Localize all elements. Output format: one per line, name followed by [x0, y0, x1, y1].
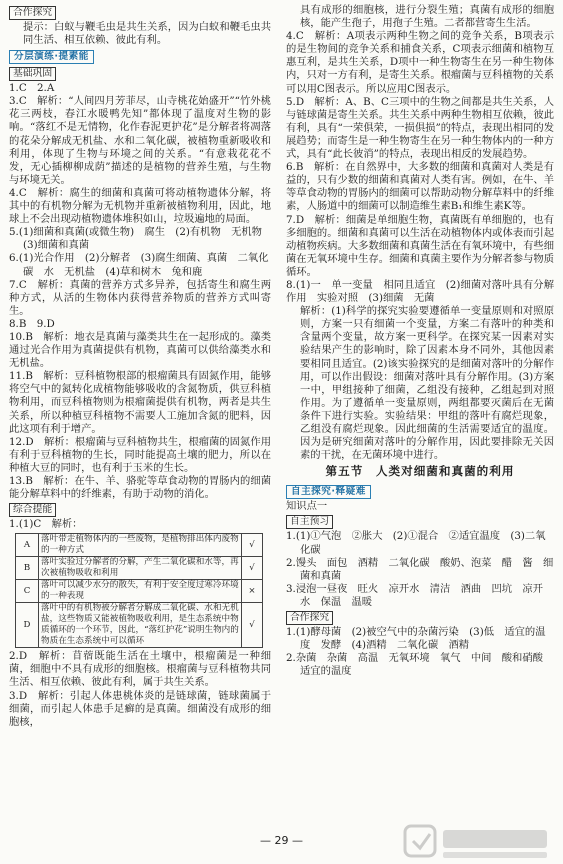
answer-item: 5.D 解析：A、B、C三项中的生物之间都是共生关系，人与链球菌是寄生关系。共生关系中两种生物相互依赖，彼此有利，具有“一荣俱荣，一损俱损”的特点，表现出相同的发展趋势；而寄生是一种生物寄生在另一种生物体内的一种方式，具有“此长彼消”的特点，表现出相反的发展趋势。 — [286, 95, 554, 161]
answer-item: 5.(1)细菌和真菌(或微生物) 腐生 (2)有机物 无机物 — [9, 226, 262, 239]
answer-item: 8.B 9.D — [9, 317, 55, 330]
answer-item: 3.C 解析：“人间四月芳菲尽，山寺桃花始盛开”“竹外桃花三两枝，春江水暖鸭先知”都体现了温度对生物的影响。“落红不是无情物，化作春泥更护花”是分解者将凋落的花朵分解成无机盐、水和二氧化碳，被植物重新吸收和利用，体现了生物与环境之间的关系。“有意栽花花不发，无心插柳柳成荫”描述的是植物的营养生殖，与生物与环境无关。 — [9, 95, 271, 186]
answer-item: 4.C 解析：腐生的细菌和真菌可将动植物遗体分解，将其中的有机物分解为无机物并重新被植物利用，因此，地球上不会出现动植物遗体堆积如山，垃圾遍地的局面。 — [9, 186, 271, 226]
answer-item: 7.C 解析：真菌的营养方式多异养，包括寄生和腐生两种方式，从活的生物体内获得营养物质的营养方式叫寄生。 — [9, 278, 271, 317]
section-heading: 合作探究 — [286, 611, 333, 625]
answer-item: 1.(1)①气泡 ②胀大 (2)①混合 ②适宜温度 (3)二氧 — [286, 530, 546, 543]
answer-item: 2.杂菌 杂菌 高温 无氧环境 氧气 中间 酸和硝酸 — [286, 652, 543, 665]
answer-item: 解析：(1)科学的探究实验要遵循单一变量原则和对照原则，方案一只有细菌一个变量，方案二有落叶的种类和含量两个变量，故方案一更科学。在探究某一因素对实验结果产生的影响时，除了因素本身不同外，其他因素要相同且适宜。(2)该实验探究的是细菌对落叶的分解作用，可以作出假设：细菌对落叶具有分解作用。(3)方案一中，甲组接种了细菌，乙组没有接种，乙组起到对照作用。为了遵循单一变量原则，两组都要灭菌后在无菌条件下进行实验。实验结果：甲组的落叶有腐烂现象，乙组没有腐烂现象。因此细菌的生活需要适宜的温度。因为是研究细菌对落叶的分解作用，因此要排除无关因素的干扰，在无菌环境中进行。 — [300, 305, 554, 462]
answer-item: 3.浸泡一昼夜 旺火 凉开水 清洁 酒曲 凹坑 凉开 — [286, 582, 543, 595]
table-row — [16, 557, 263, 580]
table-row — [16, 534, 263, 557]
answer-item: 2.D 解析：苜蓿既能生活在土壤中，根瘤菌是一种细菌，细胞中不具有成形的细胞核。根瘤菌与豆科植物共同生活、相互依赖、彼此有利，属于共生关系。 — [9, 650, 271, 689]
answer-item: 8.(1)一 单一变量 相同且适宜 (2)细菌对落叶具有分解作用 实验对照 (3)细菌 无菌 — [286, 278, 554, 305]
answer-item: 3.D 解析：引起人体患桃体炎的是链球菌，链球菌属于细菌，而引起人体患手足癣的是真菌。细菌没有成形的细胞核， — [9, 689, 271, 728]
table-cell-mark: √ — [242, 603, 263, 648]
watermark-logo — [403, 824, 553, 862]
answer-item: 2.馒头 面包 酒精 二氧化碳 酸奶、泡菜 醋 酱 细 — [286, 556, 554, 569]
answer-item: 具有成形的细胞核，进行分裂生殖；真菌有成形的细胞核，能产生孢子，用孢子生殖。二者都营寄生生活。 — [300, 4, 554, 30]
knowledge-point: 知识点一 — [286, 500, 328, 513]
table-cell-text: 落叶带走植物体内的一些废物，是植物排出体内废物的一种方式 — [39, 534, 242, 557]
answer-item: 水 保温 温暖 — [300, 595, 373, 608]
answer-item: 12.D 解析：根瘤菌与豆科植物共生，根瘤菌的固氮作用有利于豆科植物的生长，同时能提高土壤的肥力，所以在种植大豆的同时，也有利于玉米的生长。 — [9, 435, 271, 474]
answer-item: 菌和真菌 — [300, 569, 342, 582]
answer-item: 10.B 解析：地衣是真菌与藻类共生在一起形成的。藻类通过光合作用为真菌提供有机物，真菌可以供给藻类水和无机盐。 — [9, 330, 271, 370]
table-row — [16, 603, 263, 648]
section-heading: 基础巩固 — [9, 67, 56, 81]
answer-item: 6.B 解析：在自然界中，大多数的细菌和真菌对人类是有益的，只有少数的细菌和真菌对人类有害。例如，在牛、羊等草食动物的胃肠内的细菌可以帮助动物分解草料中的纤维素，人肠道中的细菌可以制造维生素B₁和维生素K等。 — [286, 161, 554, 213]
answer-item: 1.(1)C 解析： — [9, 518, 83, 531]
answer-item: (3)细菌和真菌 — [23, 239, 90, 252]
answer-item: 11.B 解析：豆科植物根部的根瘤菌具有固氮作用，能够将空气中的氮转化成植物能够吸收的含氮物质，供豆科植物利用，而豆科植物则为根瘤菌提供有机物，两者是共生关系，所以种植豆科植物不需要人工施加含氮的肥料，因此这项有利于增产。 — [9, 370, 271, 435]
answer-item: 碳 水 无机盐 (4)草和树木 兔和鹿 — [23, 265, 203, 278]
answer-item: 化碳 — [300, 543, 321, 556]
right-column — [286, 4, 554, 678]
answer-item: 7.D 解析：细菌是单细胞生物，真菌既有单细胞的，也有多细胞的。细菌和真菌可以生活在动植物体内或体表而引起动植物疾病。大多数细菌和真菌生活在有氧环境中，有些细菌在无氧环境中生存。细菌和真菌主要作为分解者参与物质循环。 — [286, 213, 554, 278]
section-heading: 自主预习 — [286, 515, 333, 529]
answer-item: 适宜的温度 — [300, 665, 352, 678]
section-heading: 综合提能 — [9, 503, 56, 517]
hint-text: 提示：白蚁与鞭毛虫是共生关系，因为白蚁和鞭毛虫共同生活、相互依赖、彼此有利。 — [23, 21, 271, 47]
answer-item: 1.(1)酵母菌 (2)被空气中的杂菌污染 (3)低 适宜的温 — [286, 626, 546, 639]
table-cell-option: A — [16, 534, 39, 557]
left-column — [9, 4, 271, 729]
answer-item: 1.C 2.A — [9, 82, 55, 95]
answer-item: 6.(1)光合作用 (2)分解者 (3)腐生细菌、真菌 二氧化 — [9, 252, 269, 265]
section-banner: 分层演练·提素能 — [9, 50, 94, 64]
analysis-table — [15, 533, 263, 648]
table-cell-text: 落叶可以减少水分的散失，有利于安全度过寒冷环境的一种表现 — [39, 580, 242, 603]
table-cell-mark: × — [242, 580, 263, 603]
answer-item: 度 发酵 (4)酒精 二氧化碳 酒精 — [300, 639, 470, 652]
table-cell-option: B — [16, 557, 39, 580]
table-cell-option: C — [16, 580, 39, 603]
table-cell-option: D — [16, 603, 39, 648]
section-banner: 自主探究·释疑难 — [286, 485, 371, 499]
answer-item: 4.C 解析：A项表示两种生物之间的竞争关系，B项表示的是生物间的竞争关系和捕食关系，C项表示细菌和植物互惠互利，是共生关系，D项中一种生物寄生在另一种生物体内，只对一方有利，是寄生关系。根瘤菌与豆科植物的关系可以用C图表示。所以应用C图表示。 — [286, 30, 554, 95]
section-heading: 合作探究 — [9, 6, 56, 20]
section-title: 第五节 人类对细菌和真菌的利用 — [325, 464, 515, 479]
table-cell-mark: √ — [242, 557, 263, 580]
table-cell-text: 落叶实验过分解者的分解，产生二氧化碳和水等，再次被植物吸收和利用 — [39, 557, 242, 580]
page-number: — 29 — — [260, 834, 303, 847]
table-cell-text: 落叶中的有机物被分解者分解成二氧化碳、水和无机盐，这些物质又能被植物吸收利用，是生态系统中物质循环的一个环节，因此，“落红护花”说明生物内的物质在生态系统中可以循环 — [39, 603, 242, 648]
table-row — [16, 580, 263, 603]
answer-item: 13.B 解析：在牛、羊、骆驼等草食动物的胃肠内的细菌能分解草料中的纤维素，有助于动物的消化。 — [9, 475, 271, 501]
table-cell-mark: √ — [242, 534, 263, 557]
